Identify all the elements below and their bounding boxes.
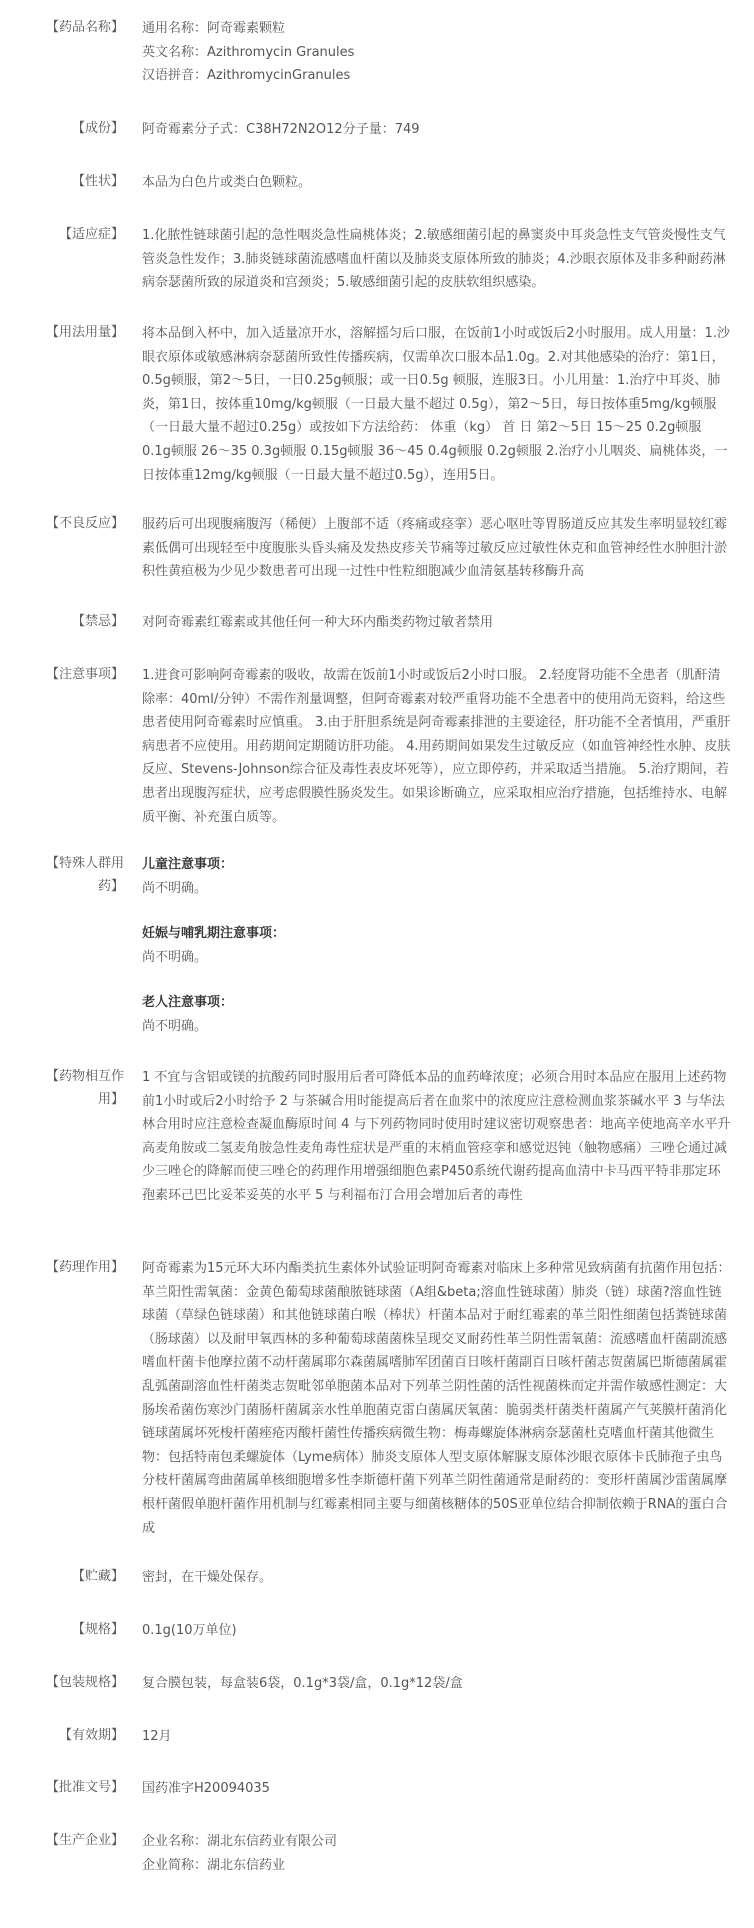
company-short-name: 企业简称：湖北东信药业 xyxy=(142,1857,286,1873)
section-storage xyxy=(0,1566,754,1589)
section-value xyxy=(142,1830,732,1877)
section-approval-number xyxy=(0,1777,754,1800)
section-value: 复合膜包装，每盒装6袋，0.1g*3袋/盒，0.1g*12袋/盒 xyxy=(142,1676,463,1691)
section-label: 【禁忌】 xyxy=(71,614,124,629)
section-value: 0.1g(10万单位) xyxy=(142,1623,237,1638)
section-validity xyxy=(0,1725,754,1748)
section-label: 【性状】 xyxy=(71,174,124,189)
section-label: 【药理作用】 xyxy=(45,1260,124,1275)
section-drug-interaction xyxy=(0,1066,754,1203)
section-contraindication xyxy=(0,611,754,634)
section-indication xyxy=(0,224,754,291)
section-special-population xyxy=(0,853,754,1034)
pinyin-name: 汉语拼音：AzithromycinGranules xyxy=(142,68,351,84)
section-value: 12月 xyxy=(142,1729,172,1744)
section-ingredient xyxy=(0,118,754,141)
generic-name: 通用名称：阿奇霉素颗粒 xyxy=(142,21,286,36)
section-value: 国药准字H20094035 xyxy=(142,1781,270,1796)
section-label: 【规格】 xyxy=(71,1622,124,1637)
section-precautions xyxy=(0,664,754,825)
children-notes: 儿童注意事项： 尚不明确。 xyxy=(142,857,234,896)
section-manufacturer xyxy=(0,1830,754,1873)
section-label: 【包装规格】 xyxy=(45,1675,124,1690)
section-value xyxy=(142,853,732,1039)
section-value: 1.化脓性链球菌引起的急性咽炎急性扁桃体炎；2.敏感细菌引起的鼻窦炎中耳炎急性支气管炎慢性支气管炎急性发作；3.肺炎链球菌流感嗜血杆菌以及肺炎支原体所致的肺炎；4.沙眼衣原体及非多种耐药淋病奈瑟菌所致的尿道炎和宫颈炎；5.敏感细菌引起的皮肤软组织感染。 xyxy=(142,228,726,291)
section-label: 【贮藏】 xyxy=(71,1569,124,1584)
section-label: 【成份】 xyxy=(71,121,124,136)
section-value: 本品为白色片或类白色颗粒。 xyxy=(142,175,312,190)
section-value: 将本品倒入杯中，加入适量凉开水，溶解摇匀后口服，在饭前1小时或饭后2小时服用。成人用量：1.沙眼衣原体或敏感淋病奈瑟菌所致性传播疾病，仅需单次口服本品1.0g。2.对其他感染的治疗：第1日，0.5g顿服，第2～5日，一日0.25g顿服；或一日0.5g 顿服，连服3日。小儿用量：1.治疗中耳炎、肺炎，第1日，按体重10mg/kg顿服（一日最大量不超过 0.5g），第2～5日，每日按体重5mg/kg顿服（一日最大量不超过0.25g）或按如下方法给药： 体重（kg） 首 日 第2～5日 15～25 0.2g顿服 0.1g顿服 26～35 0.3g顿服 0.15g顿服 36～45 0.4g顿服 0.2g顿服 2.治疗小儿咽炎、扁桃体炎，一日按体重12mg/kg顿服（一日最大量不超过0.5g），连用5日。 xyxy=(142,326,730,483)
section-value: 服药后可出现腹痛腹泻（稀便）上腹部不适（疼痛或痉挛）恶心呕吐等胃肠道反应其发生率明显较红霉素低偶可出现轻至中度腹胀头昏头痛及发热皮疹关节痛等过敏反应过敏性休克和血管神经性水肿胆汁淤积性黄疸极为少见少数患者可出现一过性中性粒细胞减少血清氨基转移酶升高 xyxy=(142,517,728,580)
pregnancy-notes: 妊娠与哺乳期注意事项： 尚不明确。 xyxy=(142,926,286,965)
section-label: 【不良反应】 xyxy=(45,516,124,531)
section-value: 对阿奇霉素红霉素或其他任何一种大环内酯类药物过敏者禁用 xyxy=(142,615,494,630)
english-name: 英文名称：Azithromycin Granules xyxy=(142,44,355,60)
section-label: 【用法用量】 xyxy=(45,325,124,340)
section-value: 阿奇霉素分子式：C38H72N2O12分子量：749 xyxy=(142,122,420,137)
section-label: 【生产企业】 xyxy=(45,1833,124,1848)
section-pharmacology xyxy=(0,1257,754,1536)
company-name: 企业名称：湖北东信药业有限公司 xyxy=(142,1834,338,1849)
section-label: 【注意事项】 xyxy=(45,667,124,682)
elderly-notes: 老人注意事项： 尚不明确。 xyxy=(142,995,234,1034)
section-value: 阿奇霉素为15元环大环内酯类抗生素体外试验证明阿奇霉素对临床上多种常见致病菌有抗菌作用包括：革兰阳性需氧菌：金黄色葡萄球菌酿脓链球菌（A组&beta;溶血性链球菌）肺炎（链）球菌?溶血性链球菌（草绿色链球菌）和其他链球菌白喉（棒状）杆菌本品对于耐红霉素的革兰阳性细菌包括粪链球菌（肠球菌）以及耐甲氧西林的多种葡萄球菌菌株呈现交叉耐药性革兰阴性需氧菌：流感嗜血杆菌副流感嗜血杆菌卡他摩拉菌不动杆菌属耶尔森菌属嗜肺军团菌百日咳杆菌副百日咳杆菌志贺菌属巴斯德菌属霍乱弧菌副溶血性杆菌类志贺毗邻单胞菌本品对下列革兰阴性菌的活性视菌株而定并需作敏感性测定：大肠埃希菌伤寒沙门菌肠杆菌属亲水性单胞菌克雷白菌属厌氧菌：脆弱类杆菌类杆菌属产气荚膜杆菌消化链球菌属坏死梭杆菌痤疮丙酸杆菌性传播疾病微生物：梅毒螺旋体淋病奈瑟菌杜克嗜血杆菌其他微生物：包括特南包柔螺旋体（Lyme病体）肺炎支原体人型支原体解脲支原体沙眼衣原体卡氏肺孢子虫鸟分枝杆菌属弯曲菌属单核细胞增多性李斯德杆菌下列革兰阴性菌通常是耐药的：变形杆菌属沙雷菌属摩根杆菌假单胞杆菌作用机制与红霉素相同主要与细菌核糖体的50S亚单位结合抑制依赖于RNA的蛋白合成 xyxy=(142,1261,731,1536)
section-label: 【有效期】 xyxy=(58,1728,124,1743)
section-label: 【药物相互作 用】 xyxy=(45,1069,124,1107)
section-value xyxy=(142,17,732,88)
section-package xyxy=(0,1672,754,1695)
section-adverse-reaction xyxy=(0,513,754,580)
section-value: 密封，在干燥处保存。 xyxy=(142,1570,273,1585)
section-value: 1 不宜与含铝或镁的抗酸药同时服用后者可降低本品的血药峰浓度；必须合用时本品应在服用上述药物前1小时或后2小时给予 2 与茶碱合用时能提高后者在血浆中的浓度应注意检测血浆茶碱水平 3 与华法林合用时应注意检查凝血酶原时间 4 与下列药物同时使用时建议密切观察患者：地高辛使地高辛水平升高麦角胺或二氢麦角胺急性麦角毒性症状是严重的末梢血管痉挛和感觉迟钝（触物感痛）三唑仑通过减少三唑仑的降解而使三唑仑的药理作用增强细胞色素P450系统代谢药提高血清中卡马西平特非那定环孢素环己巴比妥苯妥英的水平 5 与利福布汀合用会增加后者的毒性 xyxy=(142,1070,731,1203)
section-label: 【特殊人群用 药】 xyxy=(45,856,124,894)
section-drug-name xyxy=(0,17,754,84)
section-dosage xyxy=(0,322,754,483)
section-label: 【适应症】 xyxy=(58,227,124,242)
section-specification xyxy=(0,1619,754,1642)
section-label: 【批准文号】 xyxy=(45,1780,124,1795)
section-property xyxy=(0,171,754,194)
section-label: 【药品名称】 xyxy=(45,20,124,35)
section-value: 1.进食可影响阿奇霉素的吸收，故需在饭前1小时或饭后2小时口服。 2.轻度肾功能不全患者（肌酐清除率：40ml/分钟）不需作剂量调整，但阿奇霉素对较严重肾功能不全患者中的使用尚无资料，给这些患者使用阿奇霉素时应慎重。 3.由于肝胆系统是阿奇霉素排泄的主要途径，肝功能不全者慎用，严重肝病患者不应使用。用药期间定期随访肝功能。 4.用药期间如果发生过敏反应（如血管神经性水肿、皮肤反应、Stevens-Johnson综合征及毒性表皮坏死等），应立即停药，并采取适当措施。 5.治疗期间，若患者出现腹泻症状，应考虑假膜性肠炎发生。如果诊断确立，应采取相应治疗措施，包括维持水、电解质平衡、补充蛋白质等。 xyxy=(142,668,731,825)
